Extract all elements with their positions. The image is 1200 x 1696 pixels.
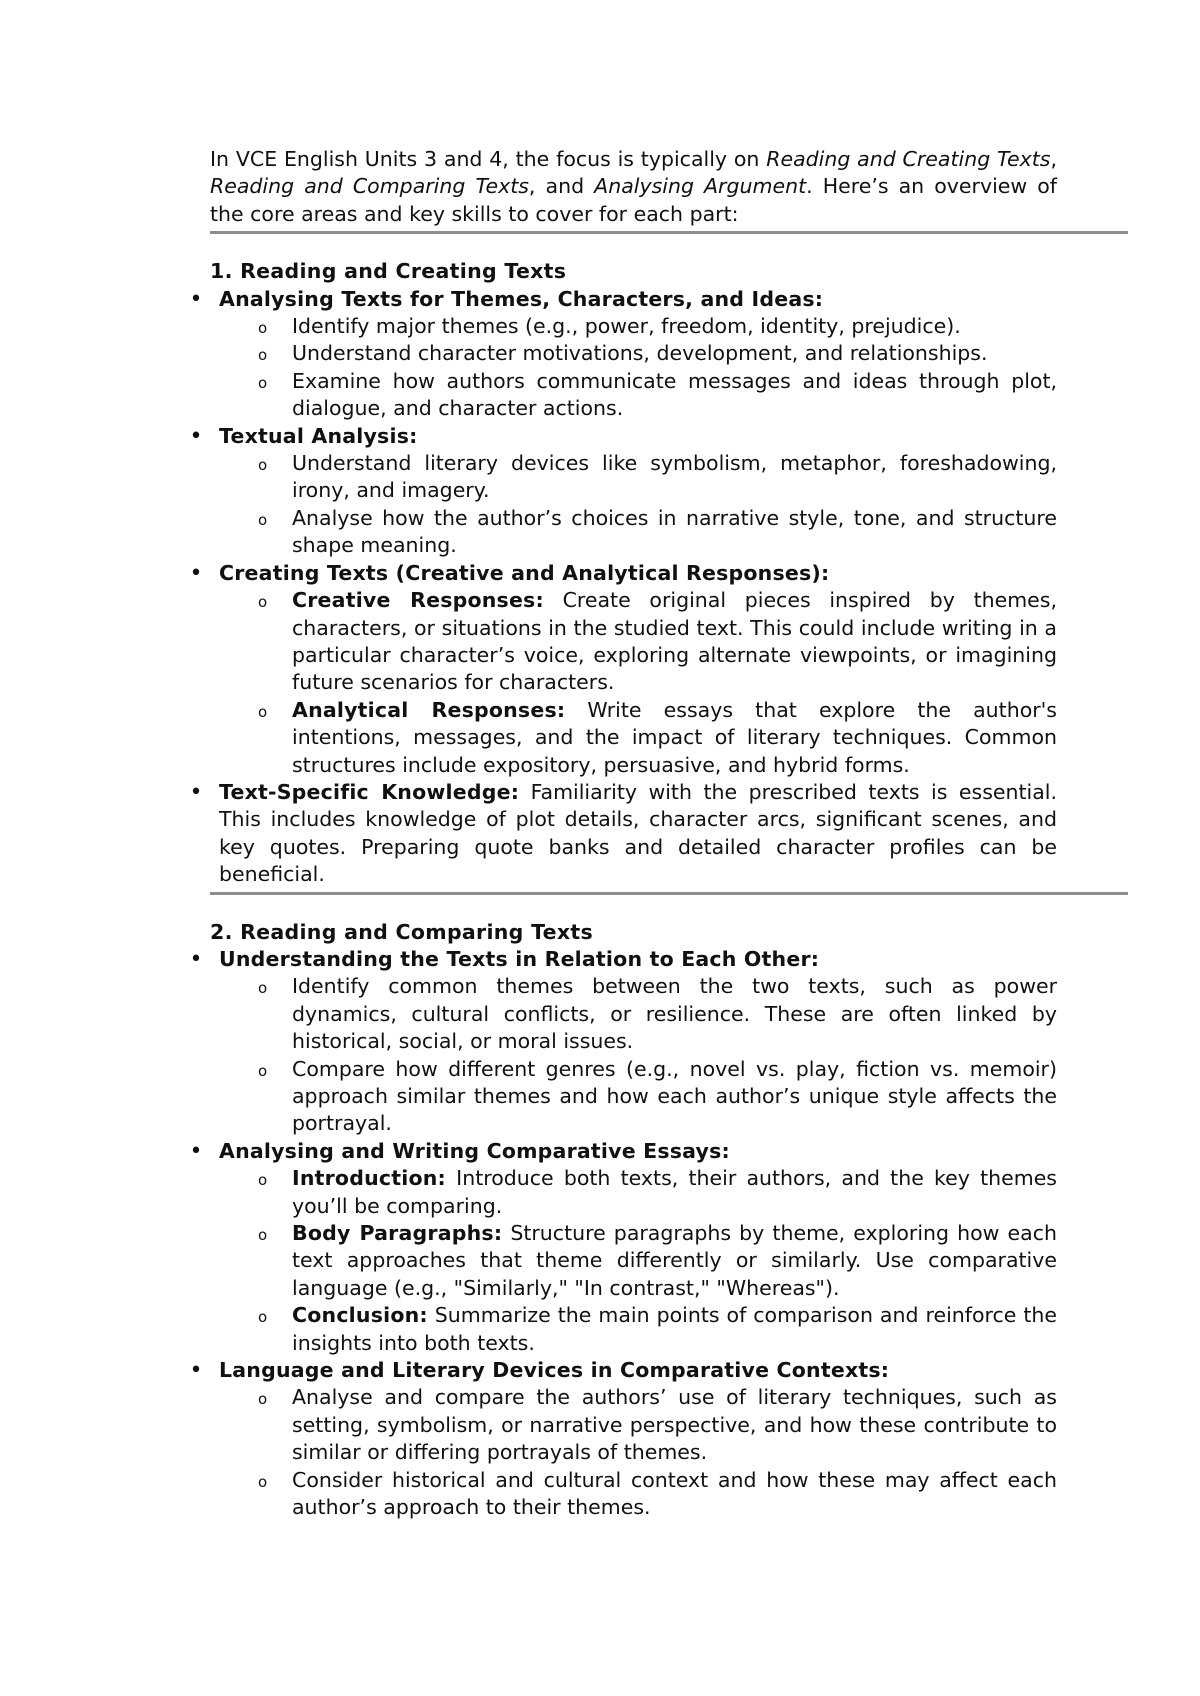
sub-item-lead: Creative Responses:: [292, 588, 544, 613]
list-item-label: Text-Specific Knowledge:: [219, 779, 520, 804]
sub-list-text: Compare how different genres (e.g., novel vs. play, fiction vs. memoir) approach similar themes and how each author’s unique style affects the portrayal.: [292, 1056, 1057, 1136]
intro-text: . Here’s an overview of the core areas and key skills to cover for each part:: [210, 174, 1057, 226]
sub-list-text: Analyse and compare the authors’ use of literary techniques, such as setting, symbolism, or narrative perspective, and how these contribute to similar or differing portrayals of themes.: [292, 1385, 1057, 1465]
circle-bullet-icon: o: [258, 456, 268, 475]
sub-item-lead: Introduction:: [292, 1166, 446, 1191]
sub-list-item: [258, 1056, 1057, 1138]
sub-list-text: Understand character motivations, development, and relationships.: [292, 341, 988, 366]
section-heading: 2. Reading and Comparing Texts: [210, 919, 593, 944]
list-item: [189, 286, 1057, 423]
sub-list-item: [258, 973, 1057, 1055]
sub-list: [219, 1165, 1057, 1357]
horizontal-rule: [210, 231, 1128, 234]
circle-bullet-icon: o: [258, 510, 268, 529]
sub-list-item: [258, 587, 1057, 697]
sub-list-text: Consider historical and cultural context and how these may affect each author’s approach to their themes.: [292, 1467, 1057, 1520]
section-list: [189, 286, 1057, 889]
circle-bullet-icon: o: [258, 1472, 268, 1491]
circle-bullet-icon: o: [258, 373, 268, 392]
circle-bullet-icon: o: [258, 593, 268, 612]
circle-bullet-icon: o: [258, 1308, 268, 1327]
bullet-icon: •: [189, 946, 203, 972]
sub-list-item: [258, 340, 1057, 367]
list-item-text: Familiarity with the prescribed texts is essential. This includes knowledge of plot details, character arcs, significant scenes, and key quotes. Preparing quote banks and detailed character profiles can be beneficial.: [219, 779, 1057, 887]
sub-list-text: Summarize the main points of comparison and reinforce the insights into both texts.: [292, 1303, 1057, 1355]
intro-emphasis: Analysing Argument: [594, 174, 807, 199]
sub-list-text: Introduce both texts, their authors, and the key themes you’ll be comparing.: [292, 1166, 1057, 1218]
list-item: [189, 1357, 1057, 1521]
list-item-label: Analysing and Writing Comparative Essays:: [219, 1138, 730, 1163]
list-item: [189, 779, 1057, 889]
circle-bullet-icon: o: [258, 1061, 268, 1080]
document-body: [189, 146, 1058, 1522]
sub-list-text: Analyse how the author’s choices in narrative style, tone, and structure shape meaning.: [292, 505, 1057, 558]
sub-list-text: Structure paragraphs by theme, exploring how each text approaches that theme differently or similarly. Use comparative language (e.g., "Similarly," "In contrast," "Whereas").: [292, 1221, 1057, 1300]
sub-list-item: [258, 1384, 1057, 1466]
circle-bullet-icon: o: [258, 346, 268, 365]
intro-paragraph: [210, 146, 1057, 228]
horizontal-rule: [210, 892, 1128, 895]
sub-list-item: [258, 313, 1057, 340]
sub-list-text: Identify major themes (e.g., power, freedom, identity, prejudice).: [292, 314, 961, 339]
intro-text: In VCE English Units 3 and 4, the focus is typically on: [210, 147, 767, 171]
bullet-icon: •: [189, 779, 203, 805]
circle-bullet-icon: o: [258, 1226, 268, 1245]
intro-text: ,: [1050, 147, 1058, 171]
sub-list-item: [258, 697, 1057, 779]
circle-bullet-icon: o: [258, 1390, 268, 1409]
bullet-icon: •: [189, 1138, 203, 1164]
list-item: [189, 560, 1057, 779]
sub-item-lead: Conclusion:: [292, 1303, 428, 1328]
section-list: [189, 946, 1057, 1522]
sub-list-text: Identify common themes between the two texts, such as power dynamics, cultural conflicts, or resilience. These are often linked by historical, social, or moral issues.: [292, 974, 1057, 1054]
sub-list: [219, 1384, 1057, 1521]
sub-list-item: [258, 368, 1057, 423]
sub-list-item: [258, 1467, 1057, 1522]
sub-list-text: Create original pieces inspired by themes, characters, or situations in the studied text. This could include writing in a particular character’s voice, exploring alternate viewpoints, or imagining future scenarios for characters.: [292, 588, 1057, 695]
circle-bullet-icon: o: [258, 1171, 268, 1190]
bullet-icon: •: [189, 1358, 203, 1384]
list-item-label: Understanding the Texts in Relation to Each Other:: [219, 946, 820, 971]
intro-emphasis: Reading and Comparing Texts: [210, 174, 529, 199]
sub-list: [219, 973, 1057, 1137]
sub-list: [219, 450, 1057, 560]
sub-list: [219, 313, 1057, 423]
sub-list-item: [258, 1302, 1057, 1357]
circle-bullet-icon: o: [258, 979, 268, 998]
sub-list-item: [258, 450, 1057, 505]
sub-list: [219, 587, 1057, 779]
sub-item-lead: Analytical Responses:: [292, 697, 566, 722]
bullet-icon: •: [189, 286, 203, 312]
circle-bullet-icon: o: [258, 702, 268, 721]
list-item-label: Textual Analysis:: [219, 423, 418, 448]
list-item: [189, 1138, 1057, 1357]
list-item: [189, 946, 1057, 1138]
list-item: [189, 423, 1057, 560]
bullet-icon: •: [189, 423, 203, 449]
sub-list-item: [258, 1165, 1057, 1220]
list-item-label: Creating Texts (Creative and Analytical Responses):: [219, 560, 830, 585]
sub-list-text: Understand literary devices like symbolism, metaphor, foreshadowing, irony, and imagery.: [292, 451, 1057, 503]
section-heading: 1. Reading and Creating Texts: [210, 259, 567, 284]
list-item-label: Language and Literary Devices in Comparative Contexts:: [219, 1358, 890, 1383]
bullet-icon: •: [189, 560, 203, 586]
sub-list-item: [258, 1220, 1057, 1302]
sub-list-text: Examine how authors communicate messages and ideas through plot, dialogue, and character actions.: [292, 368, 1057, 421]
sub-list-text: Write essays that explore the author's intentions, messages, and the impact of literary techniques. Common structures include expository, persuasive, and hybrid forms.: [292, 697, 1057, 777]
intro-text: , and: [528, 174, 595, 199]
circle-bullet-icon: o: [258, 319, 268, 338]
intro-emphasis: Reading and Creating Texts: [766, 147, 1051, 171]
sub-list-item: [258, 505, 1057, 560]
sub-item-lead: Body Paragraphs:: [292, 1221, 503, 1246]
list-item-label: Analysing Texts for Themes, Characters, and Ideas:: [219, 286, 824, 311]
